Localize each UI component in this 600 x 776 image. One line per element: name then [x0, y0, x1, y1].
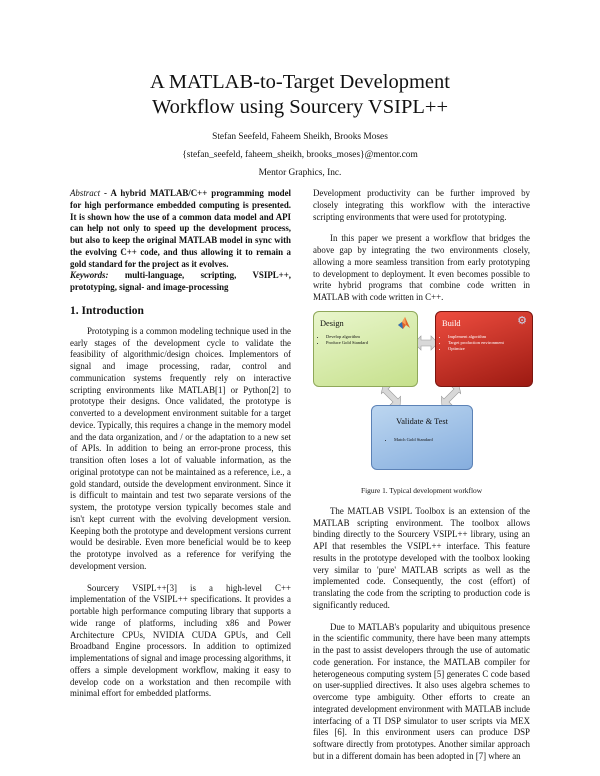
- right-paragraph-0: Development productivity can be further improved by closely integrating this workflow with the interactive scripting environments that were used for prototyping.: [313, 188, 530, 222]
- keywords-label: Keywords:: [70, 270, 109, 281]
- right-paragraph-1: In this paper we present a workflow that bridges the above gap by integrating the two environments closely, allowing a more seamless transition from early prototyping to development to deployment. It even becomes possible to write hybrid programs that combine code written in MATLAB with code written in C++.: [313, 233, 530, 302]
- title-line-1: A MATLAB-to-Target Development: [150, 71, 450, 93]
- paper-title: [0, 70, 600, 120]
- design-box: [313, 311, 418, 387]
- authors: Stefan Seefeld, Faheem Sheikh, Brooks Moses: [212, 132, 388, 142]
- author-emails: {stefan_seefeld, faheem_sheikh, brooks_moses}@mentor.com: [182, 150, 418, 160]
- design-item: • Produce Gold Standard: [326, 340, 368, 346]
- validate-items: [386, 437, 433, 443]
- abstract-text: - A hybrid MATLAB/C++ programming model for high performance embedded computing is presented. It is shown how the use of a common data model and API can help not only to speed up the development process, but also to keep the original MATLAB model in sync with the evolving C++ code, and thus allowing it to remain a gold standard for the project as it evolves.: [70, 188, 291, 269]
- intro-paragraph-1: Prototyping is a common modeling technique used in the early stages of the development cycle to validate the feasibility of algorithmic/design choices. Implementors of signal and image processing, radar, control and communication systems frequently rely on interactive scripting environments like MATLAB[1] or Python[2] to prototype their designs. Once validated, the prototype is converted to a development environment suitable for a target device. Typically, this requires a change in the memory model and the data organization, and / or the adaptation to a new set of APIs. In addition to being an error-prone process, this transition often loses a lot of valuable information, as the original prototype can not be maintained as a reference, i.e., a gold standard, outside the development environment. Since it is difficult to maintain and test two separate versions of the system, the prototype version typically becomes stale and isn't kept current with the evolving development version. Keeping both the prototype and development versions current would be desirable. Even more beneficial would be to keep the prototype involved as a reference for verifying the development version.: [70, 325, 291, 571]
- right-column: [313, 188, 530, 763]
- figure-caption: Figure 1. Typical development workflow: [360, 485, 483, 495]
- figure-workflow: [313, 311, 530, 483]
- gear-icon: ⚙: [517, 314, 527, 327]
- affiliation: Mentor Graphics, Inc.: [258, 168, 342, 178]
- abstract-label: Abstract: [70, 188, 101, 198]
- matlab-logo-icon: [397, 316, 411, 330]
- design-items: [318, 334, 368, 346]
- build-title: Build: [442, 318, 461, 328]
- intro-paragraph-2: Sourcery VSIPL++[3] is a high-level C++ implementation of the VSIPL++ specifications. It provides a portable high performance computing library that supports a wide range of platforms, including x86 and Power Architecture CPUs, NVIDIA CUDA GPUs, and Cell Broadband Engine processors. In addition to optimized implementations of signal and image processing algorithms, it offers a simple development workflow, making it easy to develop code on a workstation and then recompile with minimal effort for embedded platforms.: [70, 582, 291, 699]
- build-items: [440, 334, 504, 352]
- abstract: [70, 188, 291, 270]
- validate-item: • Match Gold Standard: [394, 437, 433, 443]
- title-line-2: Workflow using Sourcery VSIPL++: [151, 96, 449, 118]
- validate-title: Validate & Test: [396, 416, 448, 426]
- build-item: • Optimize: [448, 346, 504, 352]
- build-item: • Target production environment: [448, 340, 504, 346]
- design-title: Design: [320, 318, 344, 328]
- section-heading-introduction: 1. Introduction: [70, 304, 144, 317]
- title-block: [0, 70, 600, 179]
- build-box: [435, 311, 533, 387]
- arrow-build-validate: [441, 385, 461, 407]
- design-item: • Develop algorithm: [326, 334, 368, 340]
- left-column: [70, 188, 291, 700]
- right-paragraph-3: Due to MATLAB's popularity and ubiquitous presence in the scientific community, there have been many attempts in the past to assist developers through the use of automatic code generation. For instance, the MATLAB compiler for heterogeneous computing system [5] generates C code based on user-supplied directives. It also uses algebra schemes to overcome type ambiguity. Other efforts to create an integrated development environment with MATLAB include interfacing of a TI DSP simulator to user scripts via MEX files [6]. In this environment users can produce DSP software directly from prototypes. Another similar approach but in a different domain has been adopted in [7] where an: [313, 621, 530, 761]
- right-paragraph-2: The MATLAB VSIPL Toolbox is an extension of the MATLAB scripting environment. The toolbox allows binding directly to the Sourcery VSIPL++ library, using an API that resembles the VSIPL++ interface. This feature results in the prototype developed with the toolbox looking very similar to 'pure' MATLAB scripts as well as the implemented code. Consequently, the cost (effort) of translating the code from the scripting to production code is significantly reduced.: [313, 505, 530, 610]
- arrow-design-validate: [381, 385, 401, 407]
- keywords-text: multi-language, scripting, VSIPL++, prototyping, signal- and image-processing: [70, 270, 291, 292]
- keywords: [70, 270, 291, 294]
- validate-box: [371, 405, 473, 470]
- build-item: • Implement algorithm: [448, 334, 504, 340]
